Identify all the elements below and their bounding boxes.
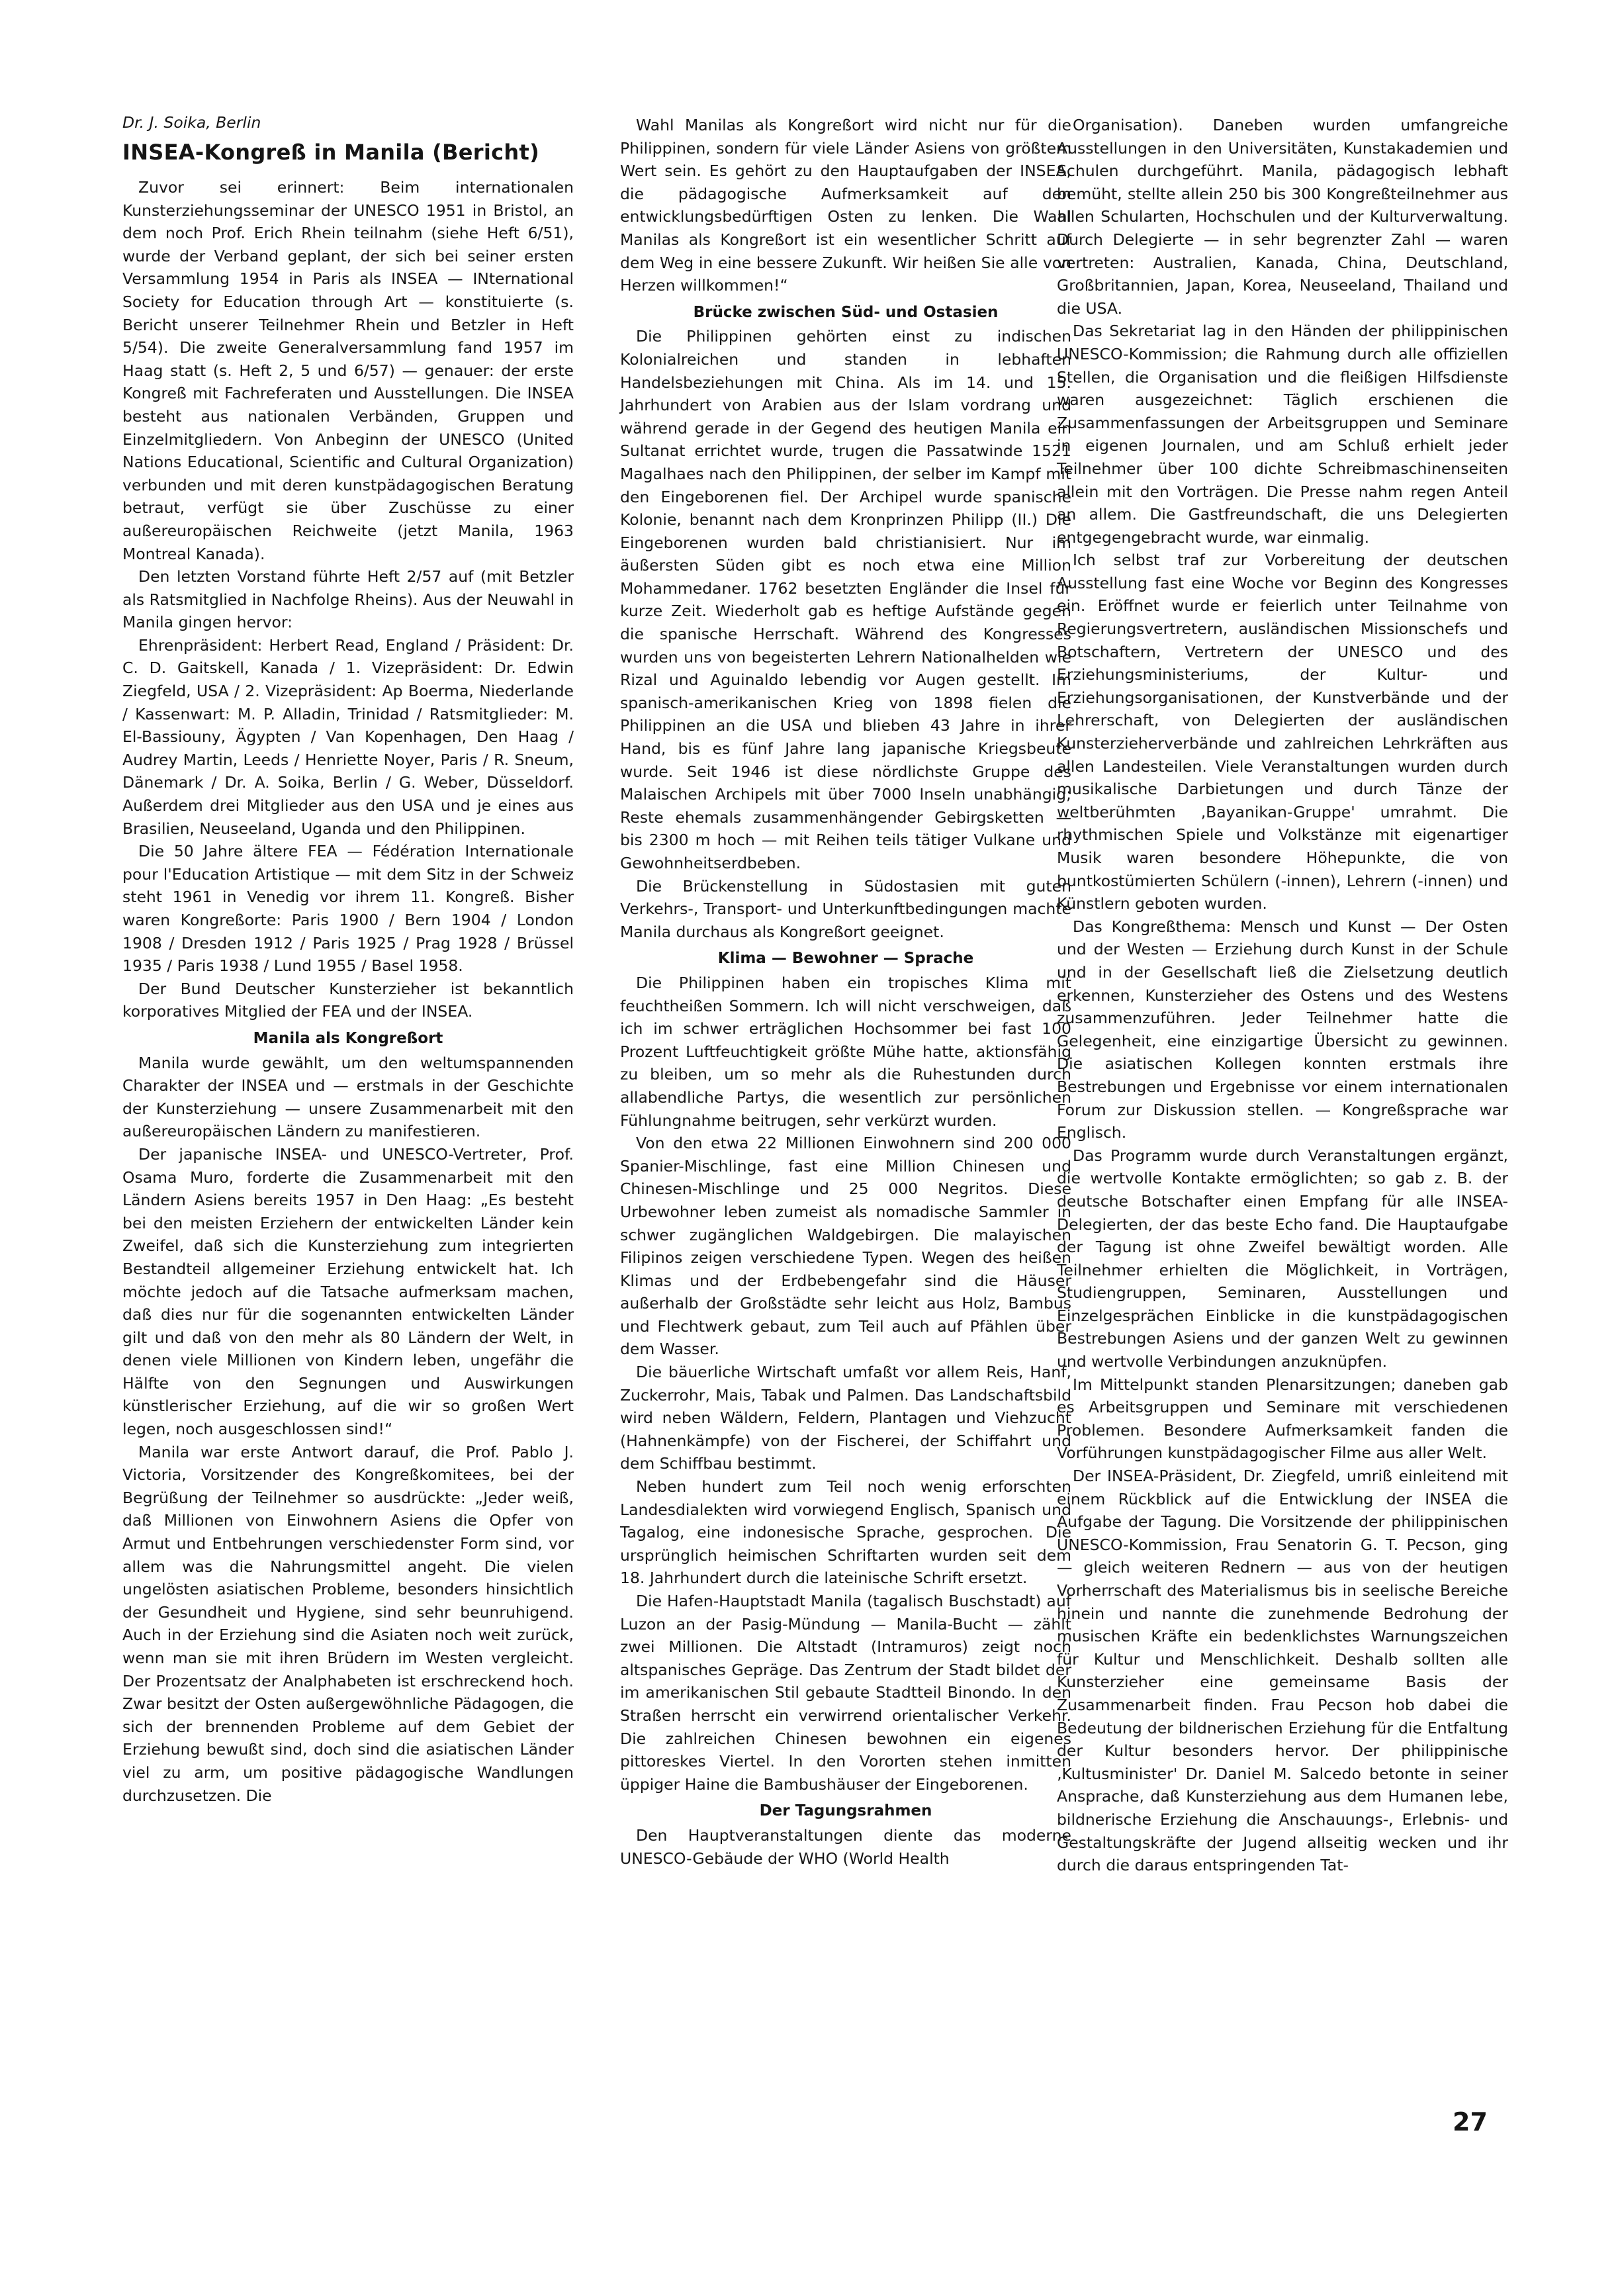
section-heading: Klima — Bewohner — Sprache [717,950,974,968]
paragraph: Die Philippinen gehörten einst zu indischen Kolonialreichen und standen in lebhaften Handelsbeziehungen mit China. Als im 14. und 15. Jahrhundert von Arabien aus der Islam vordrang und während gerade in der Gegend des heutigen Manila ein Sultanat errichtet wurde, trugen die Passatwinde 1521 Magalhaes nach den Philippinen, der selber im Kampf mit den Eingeborenen fiel. Der Archipel wurde spanische Kolonie, benannt nach dem Kronprinzen Philipp (II.) Die Eingeborenen wurden bald christianisiert. Nur im äußersten Süden gibt es noch etwa eine Million Mohammedaner. 1762 besetzten Engländer die Insel für kurze Zeit. Wiederholt gab es heftige Aufstände gegen die spanische Herrschaft. Während des Kongresses wurden uns von begeisterten Lehrern Nationalhelden wie Rizal und Aguinaldo lebendig vor Augen gestellt. Im spanisch-amerikanischen Krieg von 1898 fielen die Philippinen an die USA und blieben 43 Jahre in ihrer Hand, bis es fünf Jahre lang japanische Kriegsbeute wurde. Seit 1946 ist diese nördlichste Gruppe des Malaischen Archipels mit über 7000 Inseln unabhängig; Reste ehemals zusammenhängender Gebirgsketten — bis 2300 m hoch — mit Reihen teils tätiger Vulkane und Gewohnheitserdbeben. [620,327,1071,872]
paragraph: Die Brückenstellung in Südostasien mit guten Verkehrs-, Transport- und Unterkunftbedingungen machte Manila durchaus als Kongreßort geeignet. [620,876,1071,941]
paragraph: Organisation). Daneben wurden umfangreiche Ausstellungen in den Universitäten, Kunstakademien und Schulen durchgeführt. Manila, pädagogisch lebhaft bemüht, stellte allein 250 bis 300 Kongreßteilnehmer aus allen Schularten, Hochschulen und der Kulturverwaltung. Durch Delegierte — in sehr begrenzter Zahl — waren vertreten: Australien, Kanada, China, Deutschland, Großbritannien, Japan, Korea, Neuseeland, Thailand und die USA. [1057,116,1508,318]
paragraph: Die 50 Jahre ältere FEA — Fédération Internationale pour l'Education Artistique — mit dem Sitz in der Schweiz steht 1961 in Venedig vor ihrem 11. Kongreß. Bisher waren Kongreßorte: Paris 1900 / Bern 1904 / London 1908 / Dresden 1912 / Paris 1925 / Prag 1928 / Brüssel 1935 / Paris 1938 / Lund 1955 / Basel 1958. [122,842,574,976]
column-3-body [1057,114,1508,1877]
section-heading: Brücke zwischen Süd- und Ostasien [693,303,999,321]
paragraph: Das Programm wurde durch Veranstaltungen ergänzt, die wertvolle Kontakte ermöglichten; so gab z. B. der deutsche Botschafter einen Empfang für alle INSEA-Delegierten, der das beste Echo fand. Die Hauptaufgabe der Tagung ist ohne Zweifel bewältigt worden. Alle Teilnehmer erhielten die Möglichkeit, in Vorträgen, Studiengruppen, Seminaren, Ausstellungen und Einzelgesprächen Einblicke in die kunstpädagogischen Bestrebungen Asiens und der ganzen Welt zu gewinnen und wertvolle Verbindungen anzuknüpfen. [1057,1146,1508,1371]
paragraph: Der japanische INSEA- und UNESCO-Vertreter, Prof. Osama Muro, forderte die Zusammenarbeit mit den Ländern Asiens bereits 1957 in Den Haag: „Es besteht bei den meisten Erziehern der entwickelten Länder kein Zweifel, daß sich die Kunsterziehung zum integrierten Bestandteil allgemeiner Erziehung entwickelt hat. Ich möchte jedoch auf die Tatsache aufmerksam machen, daß dies nur für die sogenannten entwickelten Länder gilt und daß von den mehr als 80 Ländern der Welt, in denen viele Millionen von Kindern leben, ungefähr die Hälfte von den Segnungen und Auswirkungen künstlerischer Erziehung, auf die wir so großen Wert legen, noch ausgeschlossen sind!“ [122,1144,574,1439]
paragraph: Die Hafen-Hauptstadt Manila (tagalisch Buschstadt) auf Luzon an der Pasig-Mündung — Manila-Bucht — zählt zwei Millionen. Die Altstadt (Intramuros) zeigt noch altspanisches Gepräge. Das Zentrum der Stadt bildet der im amerikanischen Stil gebaute Stadtteil Binondo. In den Straßen herrscht ein verwirrend orientalischer Verkehr. Die zahlreichen Chinesen bewohnen ein eigenes pittoreskes Viertel. In den Vororten stehen inmitten üppiger Haine die Bambushäuser der Eingeborenen. [620,1592,1071,1794]
paragraph: Ich selbst traf zur Vorbereitung der deutschen Ausstellung fast eine Woche vor Beginn des Kongresses ein. Eröffnet wurde er feierlich unter Teilnahme von Regierungsvertretern, ausländischen Missionschefs und Botschaftern, Vertretern der UNESCO und des Erziehungsministeriums, der Kultur- und Erziehungsorganisationen, der Kunstverbände und der Lehrerschaft, von Delegierten der ausländischen Kunsterzieherverbände und zahlreichen Lehrkräften aus allen Landesteilen. Viele Veranstaltungen wurden durch musikalische Darbietungen und durch Tänze der weltberühmten ‚Bayanikan-Gruppe' umrahmt. Die rhythmischen Spiele und Volkstänze mit eigenartiger Musik waren besondere Höhepunkte, die von buntkostümierten Schülern (-innen), Lehrern (-innen) und Künstlern geboten wurden. [1057,551,1508,913]
paragraph: Neben hundert zum Teil noch wenig erforschten Landesdialekten wird vorwiegend Englisch, Spanisch und Tagalog, eine indonesische Sprache, gesprochen. Die ursprünglich heimischen Schriftarten wurden seit dem 18. Jahrhundert durch die lateinische Schrift ersetzt. [620,1477,1071,1588]
paragraph: Der Bund Deutscher Kunsterzieher ist bekanntlich korporatives Mitglied der FEA und der INSEA. [122,979,574,1021]
paragraph: Im Mittelpunkt standen Plenarsitzungen; daneben gab es Arbeitsgruppen und Seminare mit verschiedenen Problemen. Besondere Aufmerksamkeit fanden die Vorführungen kunstpädagogischer Filme aus aller Welt. [1057,1375,1508,1463]
column-3 [1057,114,1508,1877]
section-heading: Der Tagungsrahmen [759,1802,932,1820]
column-1-body [122,176,574,1807]
paragraph: Das Kongreßthema: Mensch und Kunst — Der Osten und der Westen — Erziehung durch Kunst in der Schule und in der Gesellschaft ließ die Zielsetzung deutlich erkennen, Kunsterzieher des Ostens und des Westens zusammenzuführen. Jeder Teilnehmer hatte die Gelegenheit, eine einzigartige Übersicht zu gewinnen. Die asiatischen Kollegen konnten erstmals ihre Bestrebungen und Ergebnisse vor einem internationalen Forum zur Diskussion stellen. — Kongreßsprache war Englisch. [1057,917,1508,1142]
paragraph: Ehrenpräsident: Herbert Read, England / Präsident: Dr. C. D. Gaitskell, Kanada / 1. Vizepräsident: Dr. Edwin Ziegfeld, USA / 2. Vizepräsident: Ap Boerma, Niederlande / Kassenwart: M. P. Alladin, Trinidad / Ratsmitglieder: M. El-Bassiouny, Ägypten / Van Kopenhagen, Den Haag / Audrey Martin, Leeds / Henriette Noyer, Paris / R. Sneum, Dänemark / Dr. A. Soika, Berlin / G. Weber, Düsseldorf. Außerdem drei Mitglieder aus den USA und je eines aus Brasilien, Neuseeland, Uganda und den Philippinen. [122,635,574,838]
paragraph: Den Hauptveranstaltungen diente das moderne UNESCO-Gebäude der WHO (World Health [620,1825,1071,1868]
column-2 [620,114,1071,1870]
author-byline: Dr. J. Soika, Berlin [122,113,261,132]
paragraph: Manila war erste Antwort darauf, die Prof. Pablo J. Victoria, Vorsitzender des Kongreßkomitees, bei der Begrüßung der Teilnehmer so ausdrückte: „Jeder weiß, daß Millionen von Einwohnern Asiens die Opfer von Armut und Entbehrungen verschiedenster Form sind, vor allem was die Nahrungsmittel angeht. Die vielen ungelösten asiatischen Probleme, besonders hinsichtlich der Gesundheit und Hygiene, sind sehr beunruhigend. Auch in der Erziehung sind die Asiaten noch weit zurück, wenn man sie mit ihren Brüdern im Westen vergleicht. Der Prozentsatz der Analphabeten ist erschreckend hoch. Zwar besitzt der Osten außergewöhnliche Pädagogen, die sich der brennenden Probleme auf dem Gebiet der Erziehung bewußt sind, doch sind die asiatischen Länder viel zu arm, um positive pädagogische Wandlungen durchzusetzen. Die [122,1442,574,1805]
page-number: 27 [1453,2107,1488,2136]
section-heading: Manila als Kongreßort [253,1029,443,1047]
paragraph: Die bäuerliche Wirtschaft umfaßt vor allem Reis, Hanf, Zuckerrohr, Mais, Tabak und Palmen. Das Landschaftsbild wird neben Wäldern, Feldern, Plantagen und Viehzucht (Hahnenkämpfe) von der Fischerei, der Schiffahrt und dem Schiffbau bestimmt. [620,1363,1071,1473]
paragraph: Den letzten Vorstand führte Heft 2/57 auf (mit Betzler als Ratsmitglied in Nachfolge Rheins). Aus der Neuwahl in Manila gingen hervor: [122,567,574,632]
paragraph: Von den etwa 22 Millionen Einwohnern sind 200 000 Spanier-Mischlinge, fast eine Million Chinesen und Chinesen-Mischlinge und 25 000 Negritos. Diese Urbewohner leben zumeist als nomadische Sammler in schwer zugänglichen Waldgebirgen. Die malayischen Filipinos zeigen verschiedene Typen. Wegen des heißen Klimas und der Erdbebengefahr sind die Häuser außerhalb der Großstädte sehr leicht aus Holz, Bambus und Flechtwerk gebaut, zum Teil auch auf Pfählen über dem Wasser. [620,1134,1071,1359]
column-1 [122,111,574,1807]
paragraph: Das Sekretariat lag in den Händen der philippinischen UNESCO-Kommission; die Rahmung durch alle offiziellen Stellen, die Organisation und die fleißigen Hilfsdienste waren ausgezeichnet: Täglich erschienen die Zusammenfassungen der Arbeitsgruppen und Seminare in eigenen Journalen, und am Schluß erhielt jeder Teilnehmer über 100 dichte Schreibmaschinenseiten allein mit den Vorträgen. Die Presse nahm regen Anteil an allem. Die Gastfreundschaft, die uns Delegierten entgegengebracht wurde, war einmalig. [1057,322,1508,547]
paragraph: Die Philippinen haben ein tropisches Klima mit feuchtheißen Sommern. Ich will nicht verschweigen, daß ich im schwer erträglichen Hochsommer bei fast 100 Prozent Luftfeuchtigkeit größte Mühe hatte, aktionsfähig zu bleiben, um so mehr als die Ruhestunden durch allabendliche Partys, die wesentlich zur persönlichen Fühlungnahme beitrugen, sehr verkürzt wurden. [620,973,1071,1130]
paragraph: Wahl Manilas als Kongreßort wird nicht nur für die Philippinen, sondern für viele Länder Asiens von größtem Wert sein. Es gehört zu den Hauptaufgaben der INSEA, die pädagogische Aufmerksamkeit auf den entwicklungsbedürftigen Osten zu lenken. Die Wahl Manilas als Kongreßort ist ein wesentlicher Schritt auf dem Weg in eine bessere Zukunft. Wir heißen Sie alle von Herzen willkommen!“ [620,116,1071,295]
column-2-body [620,114,1071,1870]
article-title: INSEA-Kongreß in Manila (Bericht) [122,140,540,165]
paragraph: Manila wurde gewählt, um den weltumspannenden Charakter der INSEA und — erstmals in der Geschichte der Kunsterziehung — unsere Zusammenarbeit mit den außereuropäischen Ländern zu manifestieren. [122,1053,574,1141]
paragraph: Zuvor sei erinnert: Beim internationalen Kunsterziehungsseminar der UNESCO 1951 in Bristol, an dem noch Prof. Erich Rhein teilnahm (siehe Heft 6/51), wurde der Verband geplant, der sich bei seiner ersten Versammlung 1954 in Paris als INSEA — INternational Society for Education through Art — konstituierte (s. Bericht unserer Teilnehmer Rhein und Betzler in Heft 5/54). Die zweite Generalversammlung fand 1957 im Haag statt (s. Heft 2, 5 und 6/57) — genauer: der erste Kongreß mit Fachreferaten und Ausstellungen. Die INSEA besteht aus nationalen Verbänden, Gruppen und Einzelmitgliedern. Von Anbeginn der UNESCO (United Nations Educational, Scientific and Cultural Organization) verbunden und mit deren kunstpädagogischen Beratung betraut, verfügt sie über Zuschüsse zu einer außereuropäischen Reichweite (jetzt Manila, 1963 Montreal Kanada). [122,178,574,563]
paragraph: Der INSEA-Präsident, Dr. Ziegfeld, umriß einleitend mit einem Rückblick auf die Entwicklung der INSEA die Aufgabe der Tagung. Die Vorsitzende der philippinischen UNESCO-Kommission, Frau Senatorin G. T. Pecson, ging — gleich weiteren Rednern — aus von der heutigen Vorherrschaft des Materialismus bis in seelische Bereiche hinein und nannte die zunehmende Bedrohung der musischen Kräfte ein bedenklichstes Warnungszeichen für Kultur und Menschlichkeit. Deshalb sollten alle Kunsterzieher eine gemeinsame Basis der Zusammenarbeit finden. Frau Pecson hob dabei die Bedeutung der bildnerischen Erziehung für die Entfaltung der Kultur besonders hervor. Der philippinische ‚Kultusminister' Dr. Daniel M. Salcedo betonte in seiner Ansprache, daß Kunsterziehung aus dem Humanen lebe, bildnerische Erziehung die Anschauungs-, Erlebnis- und Gestaltungskräfte der Jugend allseitig wecken und ihr durch die daraus entspringenden Tat- [1057,1467,1508,1875]
